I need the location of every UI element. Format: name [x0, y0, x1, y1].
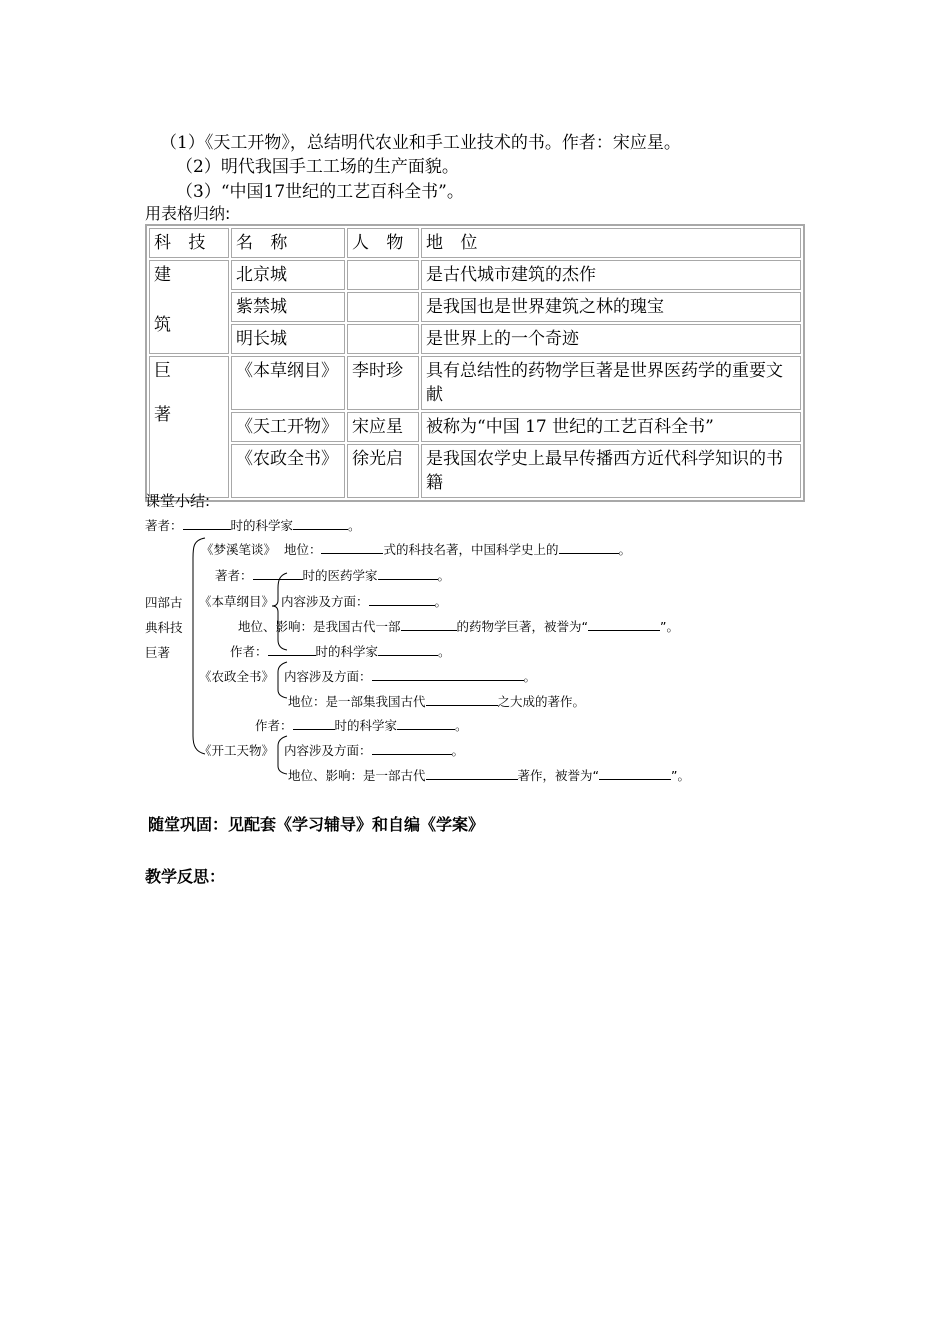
cell-status: 是世界上的一个奇迹 — [421, 324, 801, 354]
blank — [426, 693, 498, 706]
main-bracket-line — [193, 538, 205, 754]
label: 时的科学家 — [334, 718, 398, 733]
nongzheng-content-line — [284, 667, 536, 685]
blank — [401, 618, 457, 631]
label: 著作，被誉为“ — [517, 768, 599, 783]
label: 时的科学家 — [315, 644, 379, 659]
reflection-heading: 教学反思： — [145, 867, 226, 886]
table-title: 用表格归纳: — [145, 204, 231, 223]
label: 式的科技名著，中国科学史上的 — [383, 542, 559, 557]
intro-line-2: （2）明代我国手工工场的生产面貌。 — [176, 157, 459, 177]
cell-status: 是我国农学史上最早传播西方近代科学知识的书籍 — [421, 444, 801, 498]
label-line: 四部古 — [145, 595, 183, 610]
label: 作者： — [230, 644, 268, 659]
label: 内容涉及方面： — [284, 669, 372, 684]
nongzheng-author-line — [230, 642, 451, 660]
label: 之大成的著作。 — [497, 694, 586, 709]
category-char: 巨 — [154, 361, 171, 381]
cell-name: 《天工开物》 — [231, 412, 345, 442]
intro-line-3: （3）“中国17世纪的工艺百科全书”。 — [176, 182, 464, 202]
label: 作者： — [255, 718, 293, 733]
bencao-book: 《本草纲目》 — [199, 594, 275, 609]
label: 。 — [523, 669, 537, 684]
cell-person: 宋应星 — [347, 412, 419, 442]
label: 著者： — [215, 568, 253, 583]
mengxi-line — [201, 540, 631, 558]
bencao-status-line — [238, 617, 679, 635]
summary-title: 课堂小结: — [145, 492, 211, 510]
label: 著者： — [145, 518, 183, 533]
bencao-author-line — [215, 566, 450, 584]
blank — [599, 767, 671, 780]
category-char: 筑 — [154, 315, 171, 335]
label: 。 — [618, 542, 632, 557]
cell-person: 李时珍 — [347, 356, 419, 410]
intro-line-1: （1）《天工开物》，总结明代农业和手工业技术的书。作者：宋应星。 — [160, 133, 681, 153]
bencao-brace — [272, 573, 287, 650]
cell-name: 《本草纲目》 — [231, 356, 345, 410]
label: 。 — [438, 644, 451, 659]
blank — [321, 541, 383, 554]
tiangong-content-line — [284, 741, 464, 759]
blank — [372, 742, 452, 755]
label: 地位：是一部集我国古代 — [288, 694, 426, 709]
blank — [293, 717, 335, 730]
label: 。 — [348, 518, 361, 533]
label: 。 — [437, 568, 451, 583]
label: 地位： — [283, 542, 322, 557]
cell-name: 紫禁城 — [231, 292, 345, 322]
label: 地位、影响：是我国古代一部 — [238, 619, 401, 634]
label: 内容涉及方面： — [284, 743, 372, 758]
book-title: 《梦溪笔谈》 — [201, 542, 277, 557]
label: 。 — [451, 743, 465, 758]
header-name: 名 称 — [231, 228, 345, 258]
header-category: 科 技 — [149, 228, 229, 258]
label: 。 — [434, 594, 448, 609]
label: 时的科学家 — [230, 518, 294, 533]
cell-person: 徐光启 — [347, 444, 419, 498]
nongzheng-status-line — [288, 692, 585, 710]
blank — [372, 668, 524, 681]
cell-name: 北京城 — [231, 260, 345, 290]
cell-status: 是古代城市建筑的杰作 — [421, 260, 801, 290]
header-status: 地 位 — [421, 228, 801, 258]
blank — [268, 643, 316, 656]
bencao-content-line — [281, 592, 447, 610]
label: 时的医药学家 — [302, 568, 378, 583]
label: 内容涉及方面： — [281, 594, 369, 609]
category-char: 著 — [154, 405, 171, 425]
blank — [426, 767, 518, 780]
nongzheng-book: 《农政全书》 — [199, 669, 275, 684]
blank — [253, 567, 303, 580]
tiangong-author-line — [255, 716, 468, 734]
consolidation-line: 随堂巩固：见配套《学习辅导》和自编《学案》 — [148, 815, 485, 834]
label: 地位、影响：是一部古代 — [288, 768, 426, 783]
header-person: 人 物 — [347, 228, 419, 258]
tiangong-book: 《开工天物》 — [199, 743, 275, 758]
tiangong-status-line — [288, 766, 690, 784]
label: ”。 — [671, 768, 690, 783]
blank — [378, 567, 438, 580]
four-works-label — [145, 590, 183, 665]
cell-status: 是我国也是世界建筑之林的瑰宝 — [421, 292, 801, 322]
label-line: 巨著 — [145, 645, 171, 660]
cell-name: 《农政全书》 — [231, 444, 345, 498]
blank — [397, 717, 455, 730]
blank — [378, 643, 438, 656]
category-char: 建 — [154, 265, 171, 285]
label: 的药物学巨著，被誉为“ — [456, 619, 588, 634]
label-line: 典科技 — [145, 620, 183, 635]
cell-name: 明长城 — [231, 324, 345, 354]
cell-status: 被称为“中国 17 世纪的工艺百科全书” — [421, 412, 801, 442]
blank — [559, 541, 619, 554]
blank — [588, 618, 660, 631]
label: 。 — [455, 718, 468, 733]
label: ”。 — [660, 619, 679, 634]
blank — [369, 593, 435, 606]
cell-status: 具有总结性的药物学巨著是世界医药学的重要文献 — [421, 356, 801, 410]
